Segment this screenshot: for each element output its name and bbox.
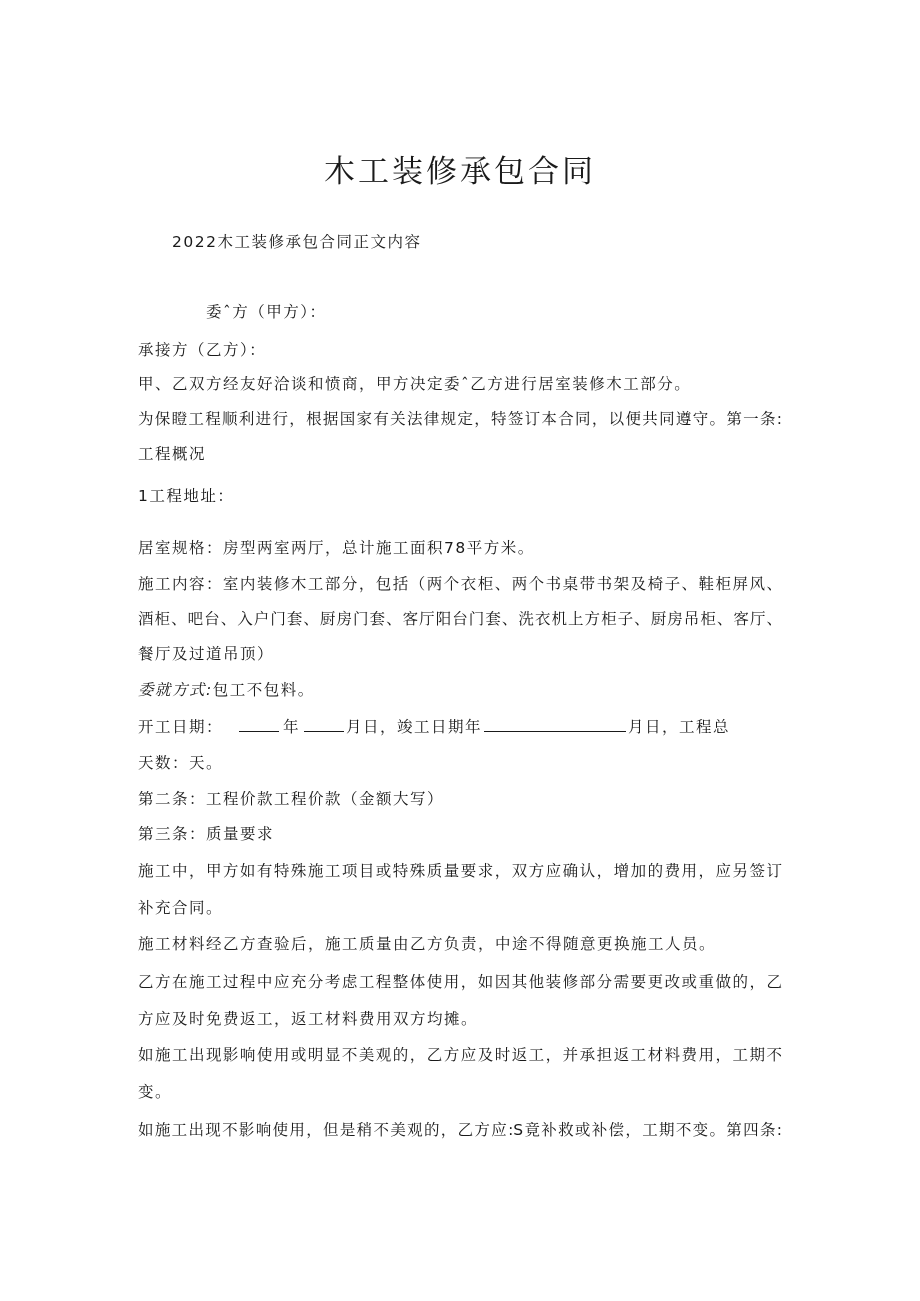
section-heading: 工程概况: [138, 445, 207, 463]
paragraph-line: 施工中，甲方如有特殊施工项目或特殊质量要求，双方应确认，增加的费用，应另签订: [138, 862, 782, 880]
paragraph-line: 居室规格：房型两室两厅，总计施工面积78平方米。: [138, 539, 535, 557]
paragraph-line: 为保瞪工程顺利进行，根据国家有关法律规定，特签订本合同，以便共同遵守。第一条:: [138, 410, 782, 428]
document-subtitle: 2022木工装修承包合同正文内容: [172, 233, 422, 251]
paragraph-line: 如施工出现影响使用或明显不美观的，乙方应及时返工，并承担返工材料费用，工期不: [138, 1046, 782, 1064]
section-heading: 第三条：质量要求: [138, 825, 275, 843]
section-heading: 第二条：工程价款工程价款（金额大写）: [138, 790, 445, 808]
paragraph-line: 施工内容：室内装修木工部分，包括（两个衣柜、两个书桌带书架及椅子、鞋柜屏风、: [138, 575, 782, 593]
year-label: 年: [283, 718, 301, 736]
paragraph-line: 1工程地址：: [138, 487, 235, 505]
paragraph-line: 施工材料经乙方查验后，施工质量由乙方负责，中途不得随意更换施工人员。: [138, 935, 717, 953]
paragraph-line: 如施工出现不影响使用，但是稍不美观的，乙方应:S竟补救或补偿，工期不变。第四条:: [138, 1121, 782, 1139]
completion-year-blank: [484, 717, 626, 732]
paragraph-line: 酒柜、吧台、入户门套、厨房门套、客厅阳台门套、洗衣机上方柜子、厨房吊柜、客厅、: [138, 610, 782, 628]
schedule-line: [138, 717, 730, 737]
completion-date-label: 月日，竣工日期年: [346, 718, 483, 736]
paragraph-line: 乙方在施工过程中应充分考虑工程整体使用，如因其他装修部分需要更改或重做的，乙: [138, 973, 782, 991]
paragraph-line: 方应及时免费返工，返工材料费用双方均摊。: [138, 1010, 479, 1028]
paragraph-line: 变。: [138, 1083, 173, 1101]
party-a-line: 委ˆ方（甲方）：: [206, 303, 327, 321]
total-label: 月日，工程总: [628, 718, 731, 736]
paragraph-line: [138, 680, 315, 700]
paragraph-line: 天数：天。: [138, 754, 224, 772]
party-b-line: 承接方（乙方）：: [138, 341, 267, 359]
year-blank: [239, 717, 279, 732]
paragraph-line: 补充合同。: [138, 899, 224, 917]
document-title: 木工装修承包合同: [324, 154, 596, 190]
month-blank: [304, 717, 344, 732]
contract-method-value: 包工不包料。: [212, 681, 315, 699]
contract-method-label: 委就方式:: [138, 681, 213, 699]
start-date-label: 开工日期：: [138, 718, 224, 736]
paragraph-line: 餐厅及过道吊顶）: [138, 645, 275, 663]
paragraph-line: 甲、乙双方经友好洽谈和愤商，甲方决定委ˆ乙方进行居室装修木工部分。: [138, 375, 692, 393]
